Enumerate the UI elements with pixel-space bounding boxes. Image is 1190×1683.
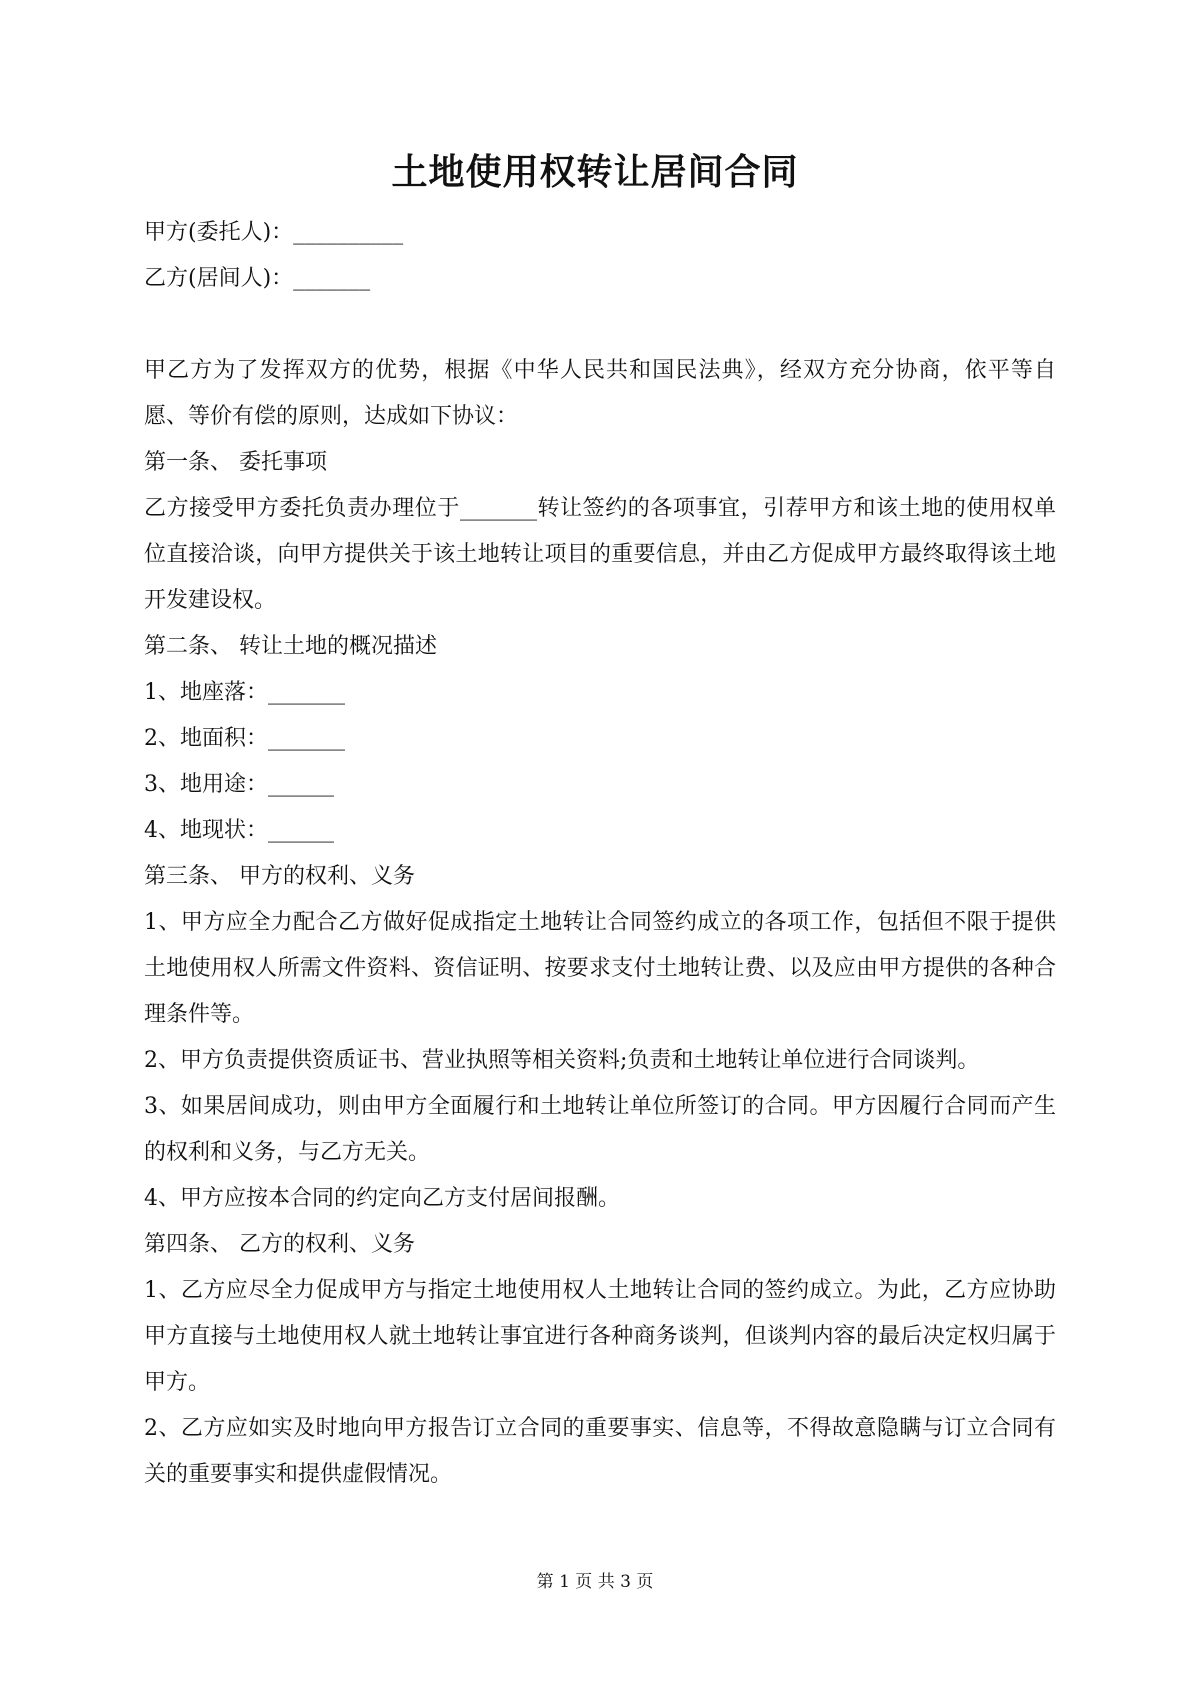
article-4-item: 1、乙方应尽全力促成甲方与指定土地使用权人土地转让合同的签约成立。为此，乙方应协助甲方直接与土地使用权人就土地转让事宜进行各种商务谈判，但谈判内容的最后决定权归属于甲方。 — [144, 1278, 1056, 1395]
article-2-heading: 第二条、 转让土地的概况描述 — [144, 634, 437, 659]
document-title: 土地使用权转让居间合同 — [391, 151, 799, 193]
article-3-item: 1、甲方应全力配合乙方做好促成指定土地转让合同签约成立的各项工作，包括但不限于提供土地使用权人所需文件资料、资信证明、按要求支付土地转让费、以及应由甲方提供的各种合理条件等。 — [144, 910, 1056, 1027]
party-b-line: 乙方(居间人)：_______ — [144, 266, 371, 291]
article-1-paragraph: 乙方接受甲方委托负责办理位于_______转让签约的各项事宜，引荐甲方和该土地的使用权单位直接洽谈，向甲方提供关于该土地转让项目的重要信息，并由乙方促成甲方最终取得该土地开发建设权。 — [144, 496, 1056, 613]
article-3-heading: 第三条、 甲方的权利、义务 — [144, 864, 415, 889]
page-number-footer: 第 1 页 共 3 页 — [536, 1572, 654, 1592]
article-3-item: 2、甲方负责提供资质证书、营业执照等相关资料;负责和土地转让单位进行合同谈判。 — [144, 1048, 980, 1073]
document-body — [144, 210, 1056, 1498]
article-2-item: 4、地现状：______ — [144, 818, 334, 843]
article-2-item: 1、地座落：_______ — [144, 680, 345, 705]
intro-paragraph: 甲乙方为了发挥双方的优势，根据《中华人民共和国民法典》，经双方充分协商，依平等自愿、等价有偿的原则，达成如下协议： — [144, 358, 1056, 429]
article-4-heading: 第四条、 乙方的权利、义务 — [144, 1232, 415, 1257]
article-3-item: 3、如果居间成功，则由甲方全面履行和土地转让单位所签订的合同。甲方因履行合同而产生的权利和义务，与乙方无关。 — [144, 1094, 1056, 1165]
blank-spacer — [144, 302, 1056, 348]
article-3-item: 4、甲方应按本合同的约定向乙方支付居间报酬。 — [144, 1186, 620, 1211]
article-4-item: 2、乙方应如实及时地向甲方报告订立合同的重要事实、信息等，不得故意隐瞒与订立合同有关的重要事实和提供虚假情况。 — [144, 1416, 1056, 1487]
article-1-heading: 第一条、 委托事项 — [144, 450, 327, 475]
article-2-item: 3、地用途：______ — [144, 772, 334, 797]
party-a-line: 甲方(委托人)：__________ — [144, 220, 404, 245]
article-2-item: 2、地面积：_______ — [144, 726, 345, 751]
